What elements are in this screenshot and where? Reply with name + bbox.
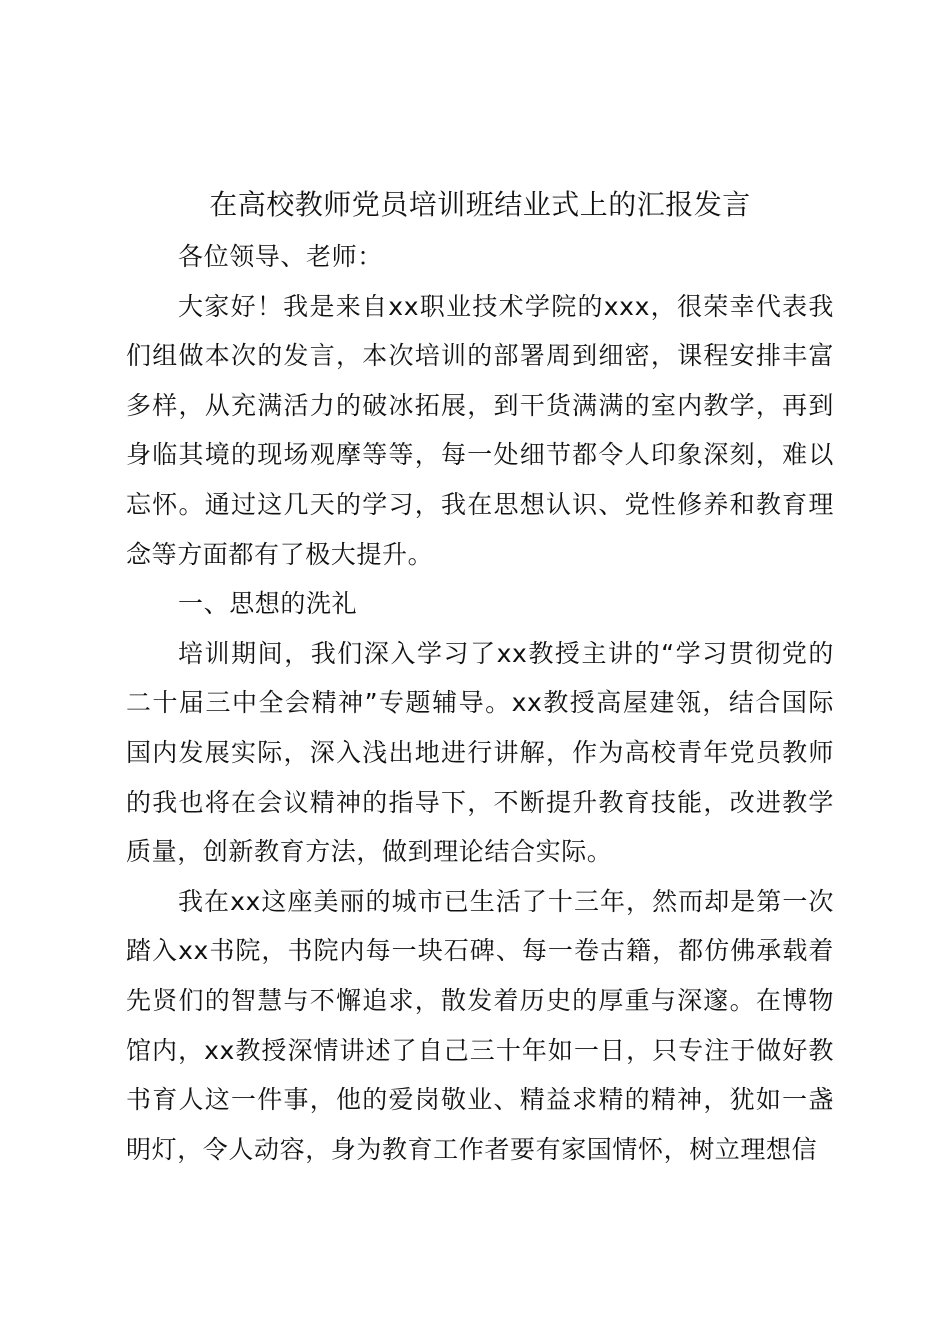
salutation-paragraph: 各位领导、老师： [178, 242, 383, 271]
document-body [126, 232, 834, 1174]
body-paragraph: 培训期间，我们深入学习了xx教授主讲的“学习贯彻党的二十届三中全会精神”专题辅导。xx教授高屋建瓴，结合国际国内发展实际，深入浅出地进行讲解，作为高校青年党员教师的我也将在会议精神的指导下，不断提升教育技能，改进教学质量，创新教育方法，做到理论结合实际。 [126, 638, 834, 867]
section-heading: 一、思想的洗礼 [178, 589, 358, 619]
body-paragraph: 大家好！我是来自xx职业技术学院的xxx，很荣幸代表我们组做本次的发言，本次培训的部署周到细密，课程安排丰富多样，从充满活力的破冰拓展，到干货满满的室内教学，再到身临其境的现场观摩等等，每一处细节都令人印象深刻，难以忘怀。通过这几天的学习，我在思想认识、党性修养和教育理念等方面都有了极大提升。 [126, 291, 834, 569]
document-title: 在高校教师党员培训班结业式上的汇报发言 [209, 188, 751, 221]
body-paragraph: 我在xx这座美丽的城市已生活了十三年，然而却是第一次踏入xx书院，书院内每一块石碑、每一卷古籍，都仿佛承载着先贤们的智慧与不懈追求，散发着历史的厚重与深邃。在博物馆内，xx教授深情讲述了自己三十年如一日，只专注于做好教书育人这一件事，他的爱岗敬业、精益求精的精神，犹如一盏明灯，令人动容，身为教育工作者要有家国情怀，树立理想信 [126, 886, 834, 1164]
